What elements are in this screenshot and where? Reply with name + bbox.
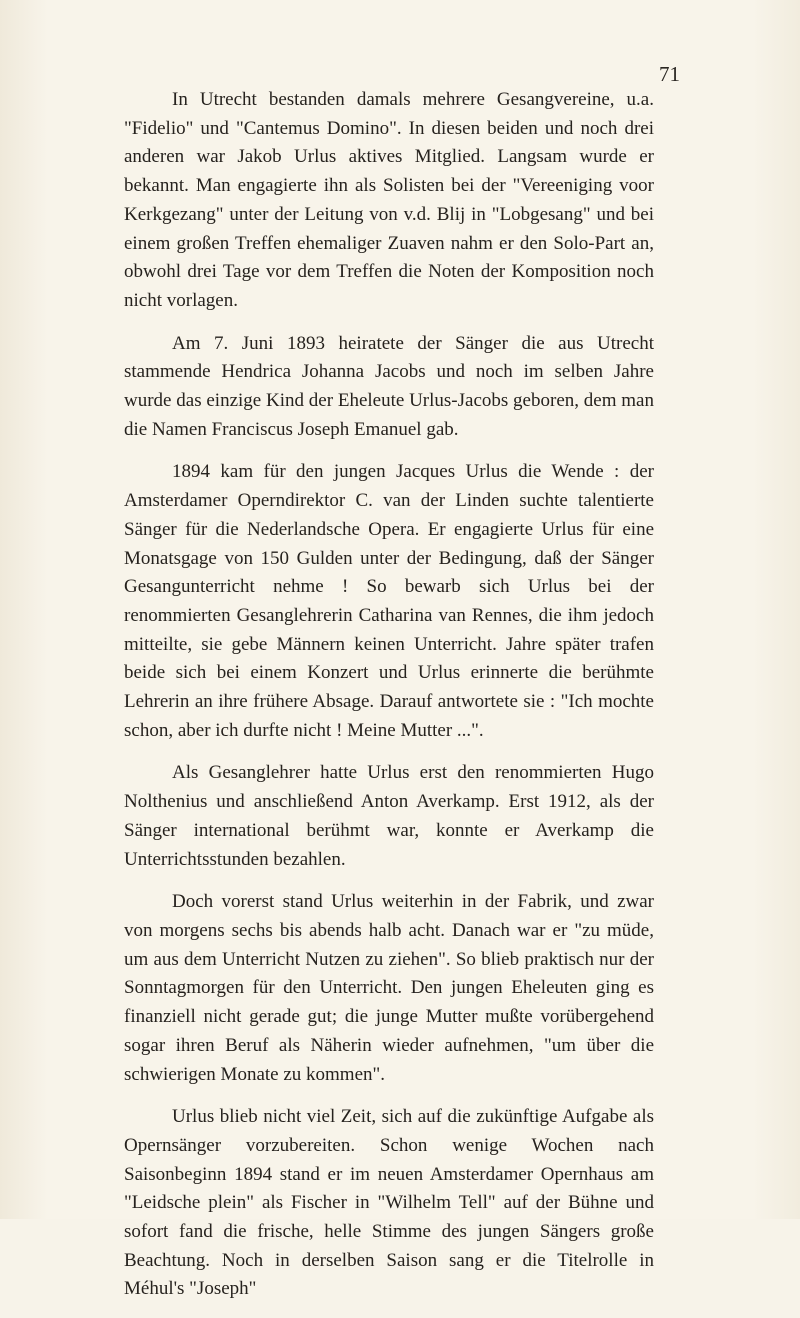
paragraph-4: Als Gesanglehrer hatte Urlus erst den renommierten Hugo Nolthenius und anschließend Anton Averkamp. Erst 1912, als der Sänger international berühmt war, konnte er Averkamp die Unterrichtsstunden bezahlen. bbox=[124, 762, 654, 870]
paragraph-5: Doch vorerst stand Urlus weiterhin in der Fabrik, und zwar von morgens sechs bis abends halb acht. Danach war er "zu müde, um aus dem Unterricht Nutzen zu ziehen". So blieb praktisch nur der Sonntagmorgen für den Unterricht. Den jungen Eheleuten ging es finanziell nicht gerade gut; die junge Mutter mußte vorübergehend sogar ihren Beruf als Näherin wieder aufnehmen, "um über die schwierigen Monate zu kommen". bbox=[124, 891, 654, 1085]
body-text bbox=[124, 86, 654, 1318]
page-number: 71 bbox=[659, 62, 680, 86]
paragraph-3: 1894 kam für den jungen Jacques Urlus die Wende : der Amsterdamer Operndirektor C. van der Linden suchte talentierte Sänger für die Nederlandsche Opera. Er engagierte Urlus für eine Monatsgage von 150 Gulden unter der Bedingung, daß der Sänger Gesangunterricht nehme ! So bewarb sich Urlus bei der renommierten Gesanglehrerin Catharina van Rennes, die ihm jedoch mitteilte, sie gebe Männern keinen Unterricht. Jahre später trafen beide sich bei einem Konzert und Urlus erinnerte die berühmte Lehrerin an ihre frühere Absage. Darauf antwortete sie : "Ich mochte schon, aber ich durfte nicht ! Meine Mutter ...". bbox=[124, 461, 654, 741]
paragraph-6: Urlus blieb nicht viel Zeit, sich auf die zukünftige Aufgabe als Opernsänger vorzubereiten. Schon wenige Wochen nach Saisonbeginn 1894 stand er im neuen Amsterdamer Opernhaus am "Leidsche plein" als Fischer in "Wilhelm Tell" auf der Bühne und sofort fand die frische, helle Stimme des jungen Sängers große Beachtung. Noch in derselben Saison sang er die Titelrolle in Méhul's "Joseph" bbox=[124, 1106, 654, 1300]
paragraph-2: Am 7. Juni 1893 heiratete der Sänger die aus Utrecht stammende Hendrica Johanna Jacobs und noch im selben Jahre wurde das einzige Kind der Eheleute Urlus-Jacobs geboren, dem man die Namen Franciscus Joseph Emanuel gab. bbox=[124, 332, 654, 440]
paragraph-1: In Utrecht bestanden damals mehrere Gesangvereine, u.a. "Fidelio" und "Cantemus Domino". In diesen beiden und noch drei anderen war Jakob Urlus aktives Mitglied. Langsam wurde er bekannt. Man engagierte ihn als Solisten bei der "Vereeniging voor Kerkgezang" unter der Leitung von v.d. Blij in "Lobgesang" und bei einem großen Treffen ehemaliger Zuaven nahm er den Solo-Part an, obwohl drei Tage vor dem Treffen die Noten der Komposition noch nicht vorlagen. bbox=[124, 89, 654, 311]
